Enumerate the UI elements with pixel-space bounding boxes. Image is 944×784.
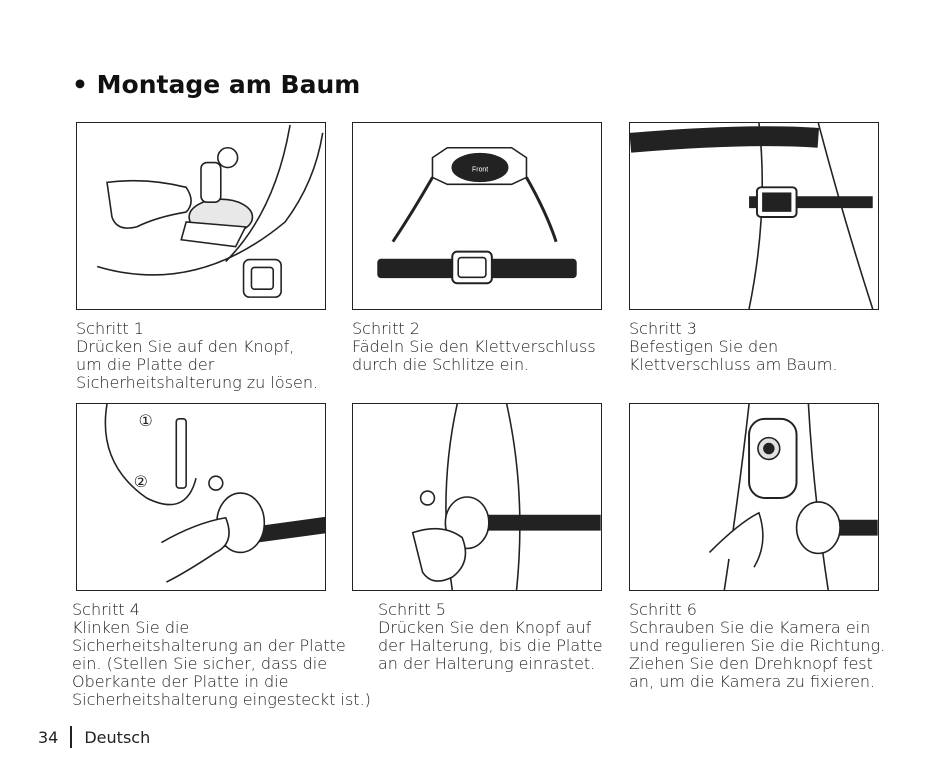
step-heading: Schritt 6 (629, 600, 697, 619)
page-number: 34 (38, 727, 59, 747)
illustration-step-4 (76, 403, 326, 591)
step-text: Sicherheitshalterung an der Platte (72, 636, 346, 655)
caption-step-5 (378, 601, 603, 673)
step-text: Drücken Sie auf den Knopf, (76, 337, 295, 356)
step-text: Drücken Sie den Knopf auf (378, 618, 592, 637)
step-text: Sicherheitshalterung eingesteckt ist.) (72, 690, 371, 709)
caption-step-2 (352, 320, 596, 374)
step-text: Schrauben Sie die Kamera ein (629, 618, 871, 637)
marker-2: ② (133, 474, 148, 492)
illustration-step-1 (76, 122, 326, 310)
illustration-step-5 (352, 403, 602, 591)
step-text: der Halterung, bis die Platte (378, 636, 603, 655)
step-text: an der Halterung einrastet. (378, 654, 596, 673)
footer-divider (70, 726, 72, 748)
caption-step-1 (76, 320, 318, 392)
front-label: Front (472, 166, 489, 174)
step-heading: Schritt 1 (76, 319, 144, 338)
step-heading: Schritt 3 (629, 319, 697, 338)
step-text: Oberkante der Platte in die (72, 672, 289, 691)
step-heading: Schritt 5 (378, 600, 446, 619)
step-text: Klettverschluss am Baum. (629, 355, 838, 374)
step-text: und regulieren Sie die Richtung. (629, 636, 886, 655)
step-text: ein. (Stellen Sie sicher, dass die (72, 654, 328, 673)
step-heading: Schritt 4 (72, 600, 140, 619)
illustration-step-6 (629, 403, 879, 591)
caption-step-4 (72, 601, 371, 709)
page-title: • Montage am Baum (72, 70, 361, 99)
step-text: Befestigen Sie den (629, 337, 779, 356)
step-text: Ziehen Sie den Drehknopf fest (629, 654, 873, 673)
illustration-step-2 (352, 122, 602, 310)
illustration-step-3 (629, 122, 879, 310)
marker-1: ① (138, 412, 153, 430)
step-text: durch die Schlitze ein. (352, 355, 530, 374)
footer-language: Deutsch (84, 727, 151, 747)
caption-step-6 (629, 601, 885, 691)
step-text: Sicherheitshalterung zu lösen. (76, 373, 319, 392)
step-text: Klinken Sie die (72, 618, 190, 637)
step-text: um die Platte der (76, 355, 215, 374)
caption-step-3 (629, 320, 837, 374)
page-footer (38, 726, 150, 748)
step-heading: Schritt 2 (352, 319, 420, 338)
step-text: an, um die Kamera zu fixieren. (629, 672, 876, 691)
step-text: Fädeln Sie den Klettverschluss (352, 337, 596, 356)
